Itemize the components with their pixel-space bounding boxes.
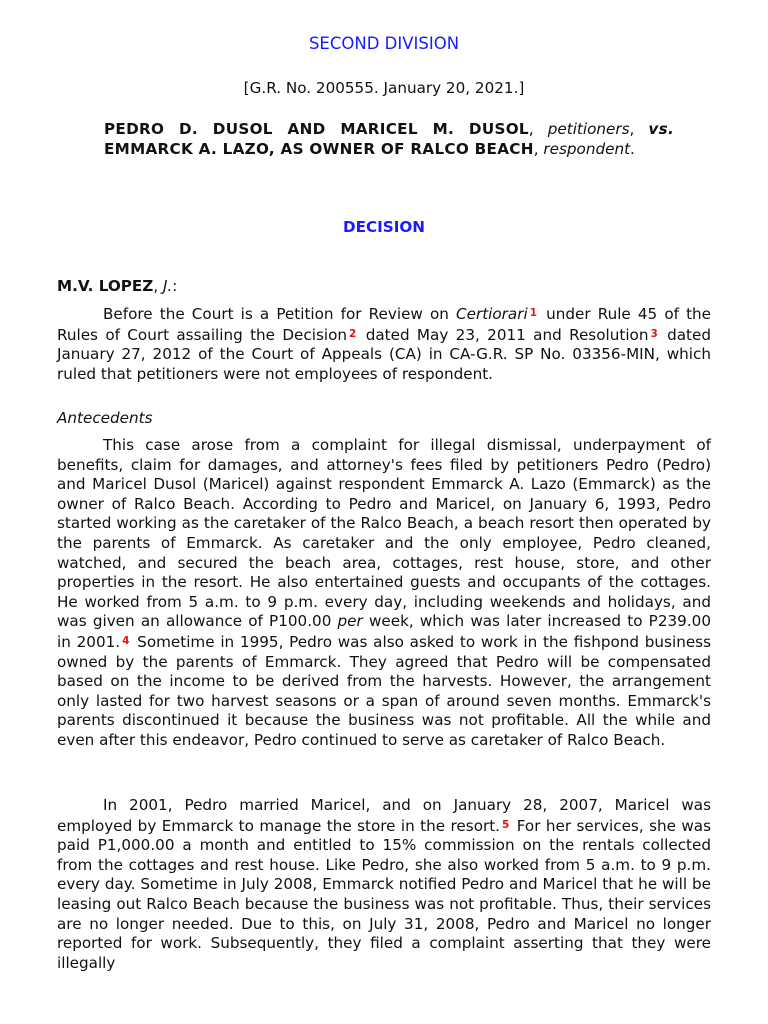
antecedents-heading: Antecedents	[57, 409, 153, 427]
versus-label: vs.	[648, 120, 675, 138]
paragraph-facts-pedro	[57, 436, 711, 751]
paragraph-text: In 2001, Pedro married Maricel, and on January 28, 2007, Maricel was employed by Emmarck to manage the store in the resort.	[57, 796, 711, 835]
antecedents-section	[57, 409, 711, 429]
paragraph-text: dated January 27, 2012 of the Court of Appeals (CA) in CA-G.R. SP No. 03356-MIN, which ruled that petitioners were not employees of respondent.	[57, 325, 712, 383]
ponente: M.V. LOPEZ, J.:	[57, 277, 178, 295]
paragraph-facts-maricel	[57, 796, 711, 973]
paragraph-text: Sometime in 1995, Pedro was also asked to work in the fishpond business owned by the parents of Emmarck. They agreed that Pedro will be compensated based on the income to be derived from the harvests. However, the arrangement only lasted for two harvest seasons or a span of around seven months. Emmarck's parents discontinued it because the business was not profitable. All the while and even after this endeavor, Pedro continued to serve as caretaker of Ralco Beach.	[57, 632, 711, 749]
division-heading: SECOND DIVISION	[308, 34, 460, 53]
paragraph-text: week, which was later increased to P239.00 in 2001.	[57, 612, 711, 651]
paragraph-text: Before the Court is a Petition for Review on	[103, 305, 456, 323]
footnote-link-3[interactable]: 3	[650, 327, 658, 340]
ponente-name: M.V. LOPEZ	[57, 277, 154, 295]
footnote-link-4[interactable]: 4	[122, 634, 130, 647]
footnote-link-5[interactable]: 5	[502, 818, 510, 831]
paragraph-text: dated May 23, 2011 and Resolution	[358, 325, 649, 344]
paragraph-intro	[57, 304, 711, 384]
case-number: [G.R. No. 200555. January 20, 2021.]	[243, 79, 525, 97]
antecedents-body	[57, 436, 711, 751]
paragraph-text: This case arose from a complaint for illegal dismissal, underpayment of benefits, claim for damages, and attorney's fees filed by petitioners Pedro (Pedro) and Maricel Dusol (Maricel) against respondent Emmarck A. Lazo (Emmarck) as the owner of Ralco Beach. According to Pedro and Maricel, on January 6, 1993, Pedro started working as the caretaker of the Ralco Beach, a beach resort then operated by the parents of Emmarck. As caretaker and the only employee, Pedro cleaned, watched, and secured the beach area, cottages, rest house, store, and other properties in the resort. He also entertained guests and occupants of the cottages. He worked from 5 a.m. to 9 p.m. every day, including weekends and holidays, and was given an allowance of P100.00	[57, 436, 711, 631]
petitioners-names: PEDRO D. DUSOL AND MARICEL M. DUSOL	[104, 120, 529, 138]
paragraph-text: For her services, she was paid P1,000.00 a month and entitled to 15% commission on the rentals collected from the cottages and rest house. Like Pedro, she also worked from 5 a.m. to 9 p.m. every day. Sometime in July 2008, Emmarck notified Pedro and Maricel that he will be leasing out Ralco Beach because the business was not profitable. Thus, their services are no longer needed. Due to this, on July 31, 2008, Pedro and Maricel no longer reported for work. Subsequently, they filed a complaint asserting that they were illegally	[57, 816, 711, 972]
petitioners-role: petitioners	[547, 120, 630, 138]
decision-body	[57, 304, 711, 384]
antecedents-body-continued	[57, 796, 711, 973]
footnote-link-1[interactable]: 1	[529, 307, 537, 319]
certiorari-term: Certiorari	[456, 305, 528, 323]
respondent-name: EMMARCK A. LAZO, AS OWNER OF RALCO BEACH	[104, 139, 534, 158]
respondent-role: respondent	[543, 139, 631, 158]
ponente-title: J.	[162, 277, 173, 295]
per-term: per	[337, 612, 363, 631]
footnote-link-2[interactable]: 2	[349, 327, 357, 340]
decision-title: DECISION	[343, 218, 425, 236]
case-parties: PEDRO D. DUSOL AND MARICEL M. DUSOL, petitioners, vs. EMMARCK A. LAZO, AS OWNER OF RALCO BEACH, respondent.	[104, 120, 675, 158]
paragraph-text: under Rule 45 of the Rules of Court assailing the Decision	[57, 305, 711, 344]
